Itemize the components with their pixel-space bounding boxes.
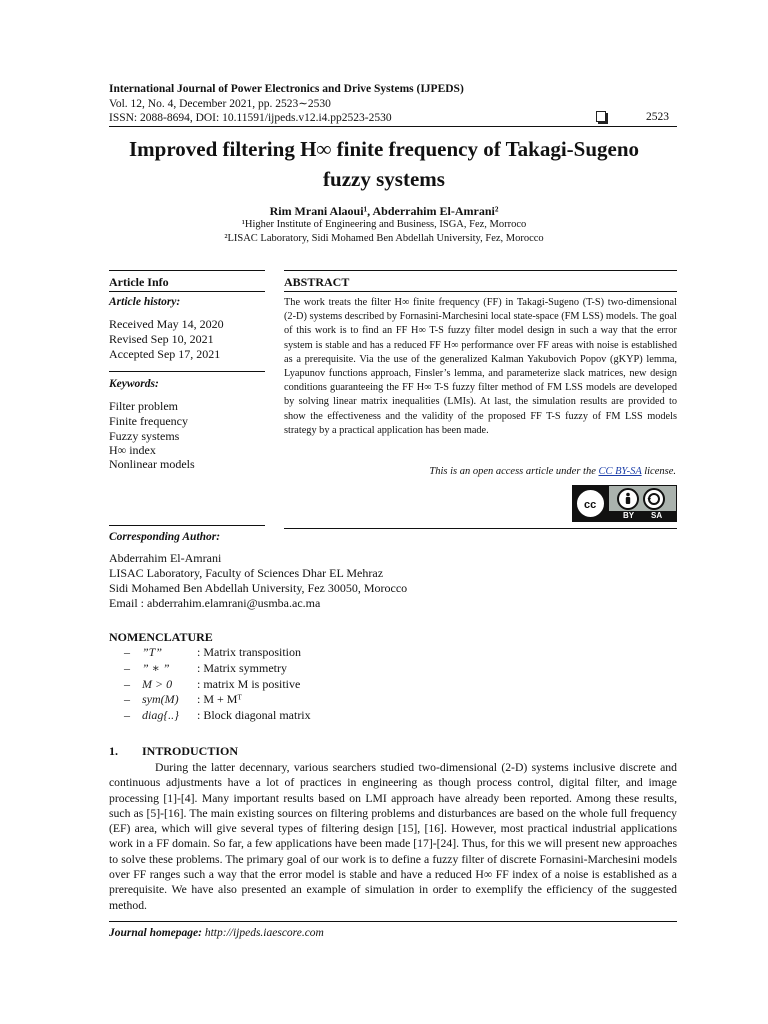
affiliation-1: ¹Higher Institute of Engineering and Business, ISGA, Fez, Morroco	[241, 219, 527, 230]
cc-license-badge[interactable]	[572, 485, 677, 522]
nomenclature-heading: NOMENCLATURE	[109, 630, 213, 644]
abstract-top-rule	[284, 270, 677, 271]
article-info-top-rule	[109, 270, 265, 271]
introduction-body	[109, 760, 677, 913]
nomenclature-bullet: –	[124, 708, 130, 722]
journal-name: International Journal of Power Electronics and Drive Systems (IJPEDS)	[109, 83, 464, 95]
affiliation-2: ²LISAC Laboratory, Sidi Mohamed Ben Abdellah University, Fez, Morocco	[224, 233, 544, 244]
nomenclature-symbol: ” ∗ ”	[142, 661, 170, 675]
cc-badge-bar	[609, 511, 676, 521]
nomenclature-symbol: M > 0	[142, 677, 173, 691]
homepage-label: Journal homepage:	[109, 927, 202, 939]
header-rule	[109, 126, 677, 127]
keyword-item: Finite frequency	[109, 414, 188, 428]
keyword-item: H∞ index	[109, 443, 156, 457]
introduction-text: During the latter decennary, various searchers studied two-dimensional (2-D) systems inclusive discrete and continuous adjustments have a lot of practices in engineering as though process control, digital filter, and image processing [1]-[4]. Many important results based on LMI approach have already been reported. Among these results, such as [5]-[16]. The main existing sources on filtering problems and disturbances are based on the whole full frequency (EF) area, which will give several types of filtering design [15], [16]. However, most practical industrial applications work in a FF domain. So far, a few applications have been made [17]-[24]. Thus, for this we will present new approaches to solve these problems. The primary goal of our work is to define a fuzzy filter of discrete Fornasini-Marchesini models over FF ranges such a way that the error model is stable and have a reduced H∞ FF index of a noise is established as a prerequisite. We have also presented an example of simulation in order to exemplify the efficiency of the suggested method.	[109, 761, 677, 912]
abstract-bottom-rule	[284, 528, 677, 529]
corresponding-university: Sidi Mohamed Ben Abdellah University, Fez 30050, Morocco	[109, 581, 408, 595]
keywords-label: Keywords:	[109, 378, 159, 390]
nomenclature-bullet: –	[124, 645, 130, 659]
introduction-heading: INTRODUCTION	[142, 744, 239, 758]
article-info-rule	[109, 291, 265, 292]
homepage-url[interactable]: http://ijpeds.iaescore.com	[204, 927, 324, 939]
sa-label: SA	[651, 511, 663, 520]
nomenclature-symbol: sym(M)	[142, 692, 179, 706]
keywords-rule	[109, 371, 265, 372]
received-date: Received May 14, 2020	[109, 317, 224, 331]
section-number: 1.	[109, 744, 118, 758]
keyword-item: Fuzzy systems	[109, 429, 180, 443]
nomenclature-bullet: –	[124, 661, 130, 675]
paper-title	[60, 134, 708, 194]
corresponding-lab: LISAC Laboratory, Faculty of Sciences Dhar EL Mehraz	[109, 566, 384, 580]
corresponding-rule	[109, 525, 265, 526]
abstract-text: The work treats the filter H∞ finite frequency (FF) in Takagi-Sugeno (T-S) two-dimensional (2-D) systems described by Fornasini-Marchesini local state-space (FM LSS) models. The goal of this work is to find an FF H∞ T-S fuzzy filter model design in such a way that the error system is stable and has a reduced FF H∞ performance over FF areas with noise is established as a prerequisite. Via the use of the generalized Kalman Yakubovich Popov (gKYP) lemma, Lyapunov functions approach, Finsler’s lemma, and parameterize slack matrices, new design conditions guaranteeing the FF H∞ T-S fuzzy filter method of FM LSS models are developed by solving linear matrix inequalities (LMIs). At last, the simulation results are provided to show the effectiveness and the validity of the proposed FF T-S fuzzy of FM LSS models strategy by a practical application has been made.	[284, 297, 677, 436]
nomenclature-bullet: –	[124, 677, 130, 691]
checkbox-icon	[596, 111, 606, 122]
corresponding-label: Corresponding Author:	[109, 531, 221, 543]
nomenclature-symbol: diag{..}	[142, 708, 179, 722]
article-history-label: Article history:	[109, 296, 181, 308]
share-alike-icon	[643, 488, 665, 510]
nomenclature-bullet: –	[124, 692, 130, 706]
attribution-icon	[617, 488, 639, 510]
revised-date: Revised Sep 10, 2021	[109, 332, 214, 346]
keyword-item: Filter problem	[109, 399, 178, 413]
nomenclature-desc: : matrix M is positive	[197, 677, 301, 691]
open-access-prefix: This is an open access article under the	[429, 466, 599, 477]
corresponding-email: Email : abderrahim.elamrani@usmba.ac.ma	[109, 596, 321, 610]
article-info-heading: Article Info	[109, 275, 169, 289]
abstract-heading: ABSTRACT	[284, 275, 350, 289]
nomenclature-desc: : Matrix symmetry	[197, 661, 287, 675]
license-link[interactable]: CC BY-SA	[598, 466, 642, 477]
issn-doi: ISSN: 2088-8694, DOI: 10.11591/ijpeds.v12.i4.pp2523-2530	[109, 112, 392, 124]
cc-logo-icon	[575, 488, 606, 519]
open-access-suffix: license.	[641, 466, 676, 477]
open-access-notice	[429, 466, 676, 477]
corresponding-name: Abderrahim El-Amrani	[109, 551, 222, 565]
volume-info: Vol. 12, No. 4, December 2021, pp. 2523∼2530	[109, 98, 331, 110]
nomenclature-desc: : Matrix transposition	[197, 645, 301, 659]
accepted-date: Accepted Sep 17, 2021	[109, 347, 221, 361]
nomenclature-symbol: ”T”	[142, 645, 163, 659]
footer-rule	[109, 921, 677, 922]
title-line-2: fuzzy systems	[323, 167, 445, 191]
nomenclature-desc: : M + Mᵀ	[197, 692, 242, 706]
title-line-1: Improved filtering H∞ finite frequency of Takagi-Sugeno	[128, 137, 640, 161]
nomenclature-desc: : Block diagonal matrix	[197, 708, 311, 722]
keyword-item: Nonlinear models	[109, 457, 195, 471]
by-label: BY	[623, 511, 635, 520]
authors: Rim Mrani Alaoui¹, Abderrahim El-Amrani²	[269, 204, 499, 218]
page-number: 2523	[646, 111, 669, 123]
abstract-rule	[284, 291, 677, 292]
journal-homepage	[109, 927, 324, 939]
cc-logo-text: cc	[584, 499, 597, 511]
